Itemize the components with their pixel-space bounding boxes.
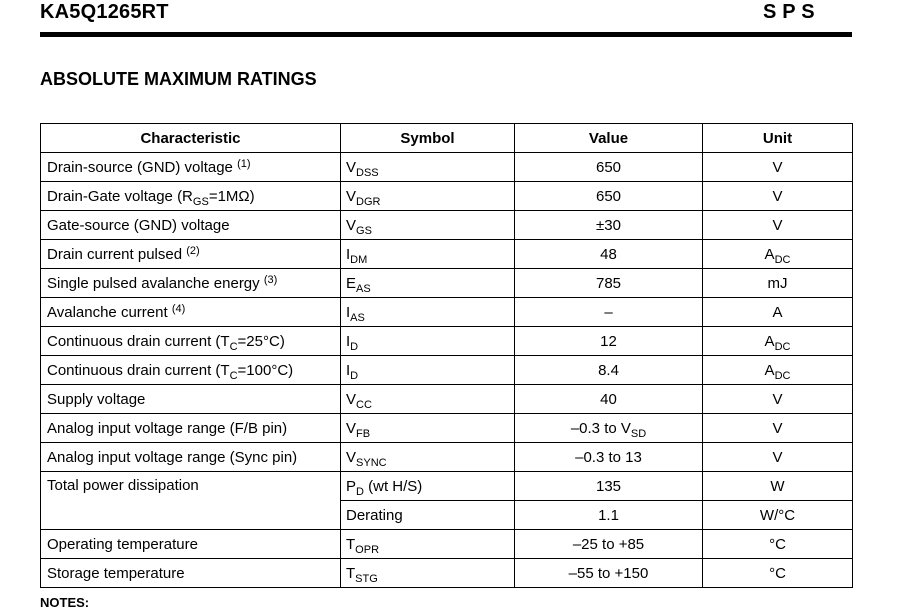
section-title: ABSOLUTE MAXIMUM RATINGS xyxy=(40,69,317,89)
unit-cell xyxy=(703,211,853,240)
symbol-cell xyxy=(341,327,515,356)
value-text: –25 to +85 xyxy=(572,535,645,553)
notes-heading: NOTES: xyxy=(40,595,90,610)
unit-text: W/°C xyxy=(759,506,796,524)
characteristic-cell xyxy=(41,559,341,588)
column-header: Characteristic xyxy=(41,124,341,153)
symbol-text: I xyxy=(346,361,351,379)
symbol-text: Derating xyxy=(346,506,403,524)
characteristic-subscript: C xyxy=(229,340,238,353)
value-text: –0.3 to 13 xyxy=(575,448,642,466)
table-row xyxy=(41,385,853,414)
value-cell xyxy=(515,530,703,559)
value-cell xyxy=(515,269,703,298)
unit-cell xyxy=(703,530,853,559)
symbol-subscript: CC xyxy=(356,398,372,411)
unit-text: V xyxy=(772,216,783,234)
value-cell xyxy=(515,182,703,211)
table-body xyxy=(41,153,853,588)
characteristic-cell xyxy=(41,182,341,211)
characteristic-text: Analog input voltage range (F/B pin) xyxy=(47,419,288,437)
unit-cell xyxy=(703,327,853,356)
symbol-subscript: D xyxy=(350,340,359,353)
symbol-subscript: SYNC xyxy=(356,456,387,469)
characteristic-cell xyxy=(41,211,341,240)
unit-text: V xyxy=(772,158,783,176)
value-text: 650 xyxy=(595,187,622,205)
value-cell xyxy=(515,501,703,530)
characteristic-subscript: C xyxy=(229,369,238,382)
value-cell xyxy=(515,356,703,385)
symbol-cell xyxy=(341,501,515,530)
ratings-table xyxy=(40,123,853,588)
characteristic-text: Gate-source (GND) voltage xyxy=(47,216,230,234)
characteristic-text: Operating temperature xyxy=(47,535,198,553)
value-text: – xyxy=(604,303,613,321)
unit-text: V xyxy=(772,419,783,437)
unit-cell xyxy=(703,182,853,211)
value-cell xyxy=(515,327,703,356)
characteristic-text: Drain-Gate voltage (R xyxy=(47,187,193,205)
characteristic-cell xyxy=(41,327,341,356)
unit-text: °C xyxy=(769,564,786,582)
symbol-subscript: D xyxy=(350,369,359,382)
unit-text: V xyxy=(772,187,783,205)
symbol-subscript: AS xyxy=(350,311,365,324)
unit-cell xyxy=(703,414,853,443)
characteristic-text: Single pulsed avalanche energy xyxy=(47,274,264,292)
characteristic-cell xyxy=(41,530,341,559)
unit-cell xyxy=(703,356,853,385)
unit-cell xyxy=(703,472,853,501)
symbol-subscript: DM xyxy=(350,253,368,266)
characteristic-cell xyxy=(41,472,341,530)
symbol-cell xyxy=(341,385,515,414)
table-row xyxy=(41,298,853,327)
value-text: 48 xyxy=(600,245,617,263)
table-row xyxy=(41,414,853,443)
table-row xyxy=(41,559,853,588)
symbol-text-tail: (wt H/S) xyxy=(363,477,423,495)
table-row xyxy=(41,472,853,501)
symbol-subscript: FB xyxy=(356,427,371,440)
value-text: 12 xyxy=(600,332,617,350)
characteristic-text: Drain current pulsed xyxy=(47,245,187,263)
symbol-cell xyxy=(341,153,515,182)
value-subscript: SD xyxy=(630,427,647,440)
characteristic-cell xyxy=(41,240,341,269)
symbol-text: V xyxy=(346,216,357,234)
symbol-cell xyxy=(341,269,515,298)
characteristic-cell xyxy=(41,385,341,414)
value-text: –55 to +150 xyxy=(568,564,649,582)
table-row xyxy=(41,443,853,472)
characteristic-cell xyxy=(41,356,341,385)
unit-cell xyxy=(703,501,853,530)
value-cell xyxy=(515,559,703,588)
value-text: 650 xyxy=(595,158,622,176)
unit-text: A xyxy=(764,332,775,350)
characteristic-text-tail: =100°C) xyxy=(237,361,294,379)
symbol-subscript: GS xyxy=(356,224,372,237)
value-cell xyxy=(515,443,703,472)
characteristic-text: Avalanche current xyxy=(47,303,172,321)
brand-logo: S P S xyxy=(763,1,815,23)
symbol-cell xyxy=(341,443,515,472)
symbol-subscript: AS xyxy=(356,282,371,295)
unit-text: A xyxy=(764,245,775,263)
symbol-subscript: STG xyxy=(355,572,378,585)
characteristic-text: Analog input voltage range (Sync pin) xyxy=(47,448,298,466)
table-header-row xyxy=(41,124,853,153)
unit-cell xyxy=(703,153,853,182)
symbol-text: V xyxy=(346,390,357,408)
column-header: Unit xyxy=(703,124,853,153)
unit-text: V xyxy=(772,390,783,408)
characteristic-cell xyxy=(41,269,341,298)
table-row xyxy=(41,153,853,182)
table-row xyxy=(41,356,853,385)
symbol-text: I xyxy=(346,332,351,350)
characteristic-text: Continuous drain current (T xyxy=(47,332,230,350)
characteristic-cell xyxy=(41,443,341,472)
characteristic-cell xyxy=(41,298,341,327)
characteristic-text: Storage temperature xyxy=(47,564,185,582)
unit-cell xyxy=(703,269,853,298)
value-text: ±30 xyxy=(596,216,621,234)
characteristic-cell xyxy=(41,153,341,182)
unit-text: mJ xyxy=(767,274,788,292)
symbol-text: T xyxy=(346,535,356,553)
footnote-ref: (2) xyxy=(186,244,200,257)
symbol-subscript: D xyxy=(356,485,364,498)
symbol-text: V xyxy=(346,158,357,176)
part-number: KA5Q1265RT xyxy=(40,1,169,23)
table-row xyxy=(41,182,853,211)
footnote-ref: (3) xyxy=(263,273,278,286)
characteristic-text: Continuous drain current (T xyxy=(47,361,230,379)
characteristic-text-tail: =1MΩ) xyxy=(208,187,255,205)
table-row xyxy=(41,327,853,356)
symbol-cell xyxy=(341,298,515,327)
symbol-cell xyxy=(341,559,515,588)
value-text: 1.1 xyxy=(598,506,619,524)
symbol-text: I xyxy=(346,245,351,263)
table-row xyxy=(41,269,853,298)
value-cell xyxy=(515,240,703,269)
footnote-ref: (1) xyxy=(237,157,251,170)
column-header: Value xyxy=(515,124,703,153)
symbol-subscript: DGR xyxy=(356,195,381,208)
characteristic-text: Supply voltage xyxy=(47,390,146,408)
unit-text: V xyxy=(772,448,783,466)
symbol-subscript: OPR xyxy=(355,543,380,556)
symbol-text: V xyxy=(346,419,357,437)
value-text: 785 xyxy=(595,274,622,292)
table-row xyxy=(41,530,853,559)
unit-cell xyxy=(703,298,853,327)
symbol-subscript: DSS xyxy=(356,166,379,179)
symbol-text: V xyxy=(346,448,357,466)
symbol-cell xyxy=(341,414,515,443)
table-row xyxy=(41,211,853,240)
unit-subscript: DC xyxy=(774,340,791,353)
unit-text: A xyxy=(772,303,783,321)
symbol-text: E xyxy=(346,274,357,292)
value-cell xyxy=(515,385,703,414)
symbol-cell xyxy=(341,530,515,559)
unit-text: A xyxy=(764,361,775,379)
symbol-cell xyxy=(341,182,515,211)
value-text: 8.4 xyxy=(598,361,619,379)
symbol-text: P xyxy=(346,477,357,495)
unit-text: °C xyxy=(769,535,786,553)
symbol-cell xyxy=(341,240,515,269)
column-header: Symbol xyxy=(341,124,515,153)
unit-cell xyxy=(703,240,853,269)
unit-subscript: DC xyxy=(774,369,791,382)
unit-cell xyxy=(703,559,853,588)
table-row xyxy=(41,240,853,269)
footnote-ref: (4) xyxy=(171,302,186,315)
unit-text: W xyxy=(770,477,785,495)
symbol-text: I xyxy=(346,303,351,321)
value-cell xyxy=(515,472,703,501)
value-cell xyxy=(515,298,703,327)
value-cell xyxy=(515,211,703,240)
characteristic-cell xyxy=(41,414,341,443)
symbol-text: V xyxy=(346,187,357,205)
unit-cell xyxy=(703,385,853,414)
value-cell xyxy=(515,414,703,443)
value-cell xyxy=(515,153,703,182)
symbol-cell xyxy=(341,472,515,501)
header-rule xyxy=(40,32,852,37)
characteristic-text: Drain-source (GND) voltage xyxy=(47,158,238,176)
value-text: 40 xyxy=(600,390,617,408)
characteristic-text-tail: =25°C) xyxy=(237,332,285,350)
symbol-cell xyxy=(341,356,515,385)
value-text: 135 xyxy=(595,477,622,495)
value-text: –0.3 to V xyxy=(570,419,631,437)
characteristic-subscript: GS xyxy=(192,195,209,208)
unit-subscript: DC xyxy=(774,253,791,266)
symbol-cell xyxy=(341,211,515,240)
symbol-text: T xyxy=(346,564,356,582)
unit-cell xyxy=(703,443,853,472)
characteristic-text: Total power dissipation xyxy=(47,477,199,494)
